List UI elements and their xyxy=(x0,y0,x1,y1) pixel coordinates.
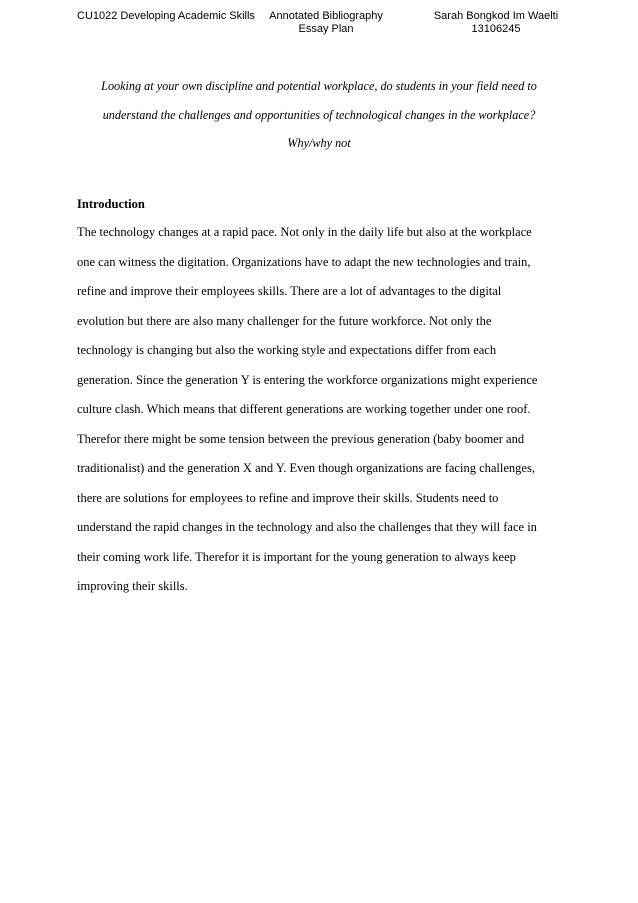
student-id: 13106245 xyxy=(471,23,521,35)
course-name: CU1022 Developing Academic Skills xyxy=(77,10,255,22)
section-heading-introduction: Introduction xyxy=(77,197,145,211)
header-course xyxy=(77,10,255,23)
paragraph-line: there are solutions for employees to refine and improve their skills. Students need to xyxy=(77,490,499,505)
question-line: understand the challenges and opportunities of technological changes in the workplace? xyxy=(102,107,536,122)
header-doc-type xyxy=(261,10,391,36)
paragraph-line: culture clash. Which means that different generations are working together under one roof. xyxy=(77,402,531,416)
paragraph-line: technology is changing but also the working style and expectations differ from each xyxy=(77,343,497,357)
paragraph-line: refine and improve their employees skills. There are a lot of advantages to the digital xyxy=(77,284,502,298)
introduction-paragraph xyxy=(77,218,567,602)
doc-type-line-1: Annotated Bibliography xyxy=(269,10,383,22)
paragraph-line: The technology changes at a rapid pace. Not only in the daily life but also at the workplace xyxy=(77,225,532,239)
page-header xyxy=(77,10,561,46)
paragraph-line: improving their skills. xyxy=(77,579,188,593)
paragraph-line: generation. Since the generation Y is entering the workforce organizations might experience xyxy=(77,372,538,387)
paragraph-line: traditionalist) and the generation X and Y. Even though organizations are facing challenges, xyxy=(77,461,535,475)
header-author xyxy=(431,10,561,36)
paragraph-line: evolution but there are also many challenger for the future workforce. Not only the xyxy=(77,313,492,328)
essay-question xyxy=(77,72,561,158)
question-line: Looking at your own discipline and potential workplace, do students in your field need to xyxy=(101,79,537,93)
paragraph-line: one can witness the digitation. Organizations have to adapt the new technologies and train, xyxy=(77,254,531,269)
question-line: Why/why not xyxy=(287,136,351,150)
doc-type-line-2: Essay Plan xyxy=(298,23,354,35)
paragraph-line: Therefor there might be some tension between the previous generation (baby boomer and xyxy=(77,431,525,446)
author-name: Sarah Bongkod Im Waelti xyxy=(433,10,559,22)
paragraph-line: understand the rapid changes in the technology and also the challenges that they will face in xyxy=(77,520,537,534)
paragraph-line: their coming work life. Therefor it is important for the young generation to always keep xyxy=(77,549,516,564)
